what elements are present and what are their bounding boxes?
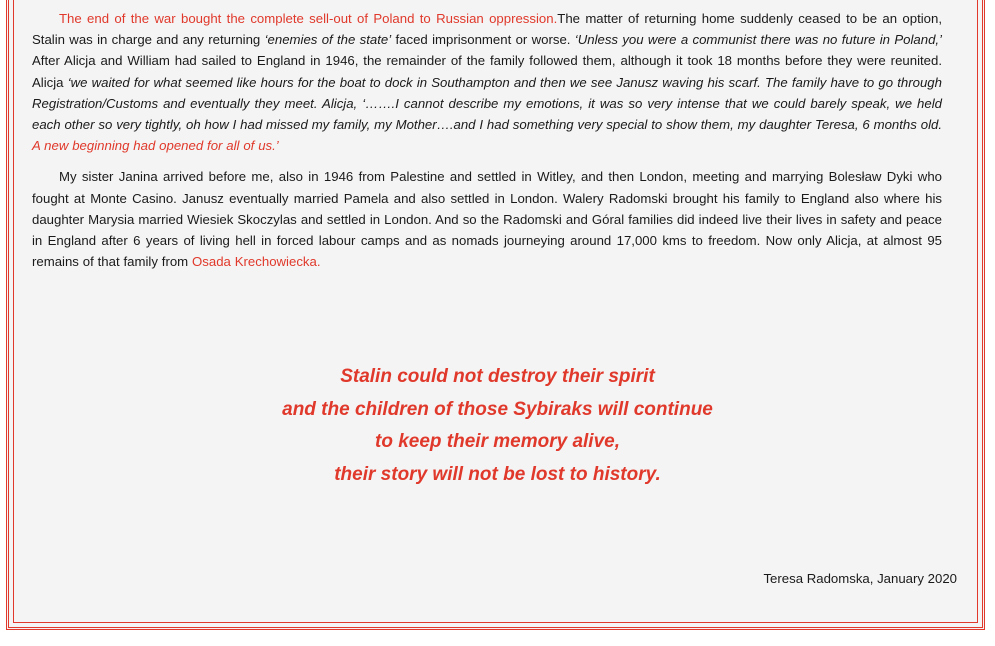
- quote-line-4: their story will not be lost to history.: [334, 463, 661, 485]
- document-body: [32, 8, 942, 272]
- text-segment: After Alicja and William had sailed to England in 1946, the remainder of the family followed them, although it took 18 months before they were reunited. Alicja: [32, 53, 942, 90]
- highlight-sell-out: The end of the war bought the complete sell-out of Poland to Russian oppression.: [59, 11, 558, 26]
- quote-enemies: ‘enemies of the state’: [264, 32, 392, 48]
- quote-line-3: to keep their memory alive,: [375, 431, 620, 452]
- text-segment: The matter of returning home suddenly ceased to be an option, Stalin was in charge and any returning: [32, 11, 943, 48]
- signature: Teresa Radomska, January 2020: [763, 571, 957, 586]
- text-segment: faced imprisonment or worse.: [391, 32, 575, 48]
- quote-line-1: Stalin could not destroy their spirit: [340, 366, 655, 387]
- closing-quote: [0, 361, 995, 491]
- text-segment: My sister Janina arrived before me, also in 1946 from Palestine and settled in Witley, and then London, meeting and marrying Bolesław Dyki who fought at Monte Casino. Janusz eventually married Pamela and also settled in London. Walery Radomski brought his family to England also where his daughter Marysia married Wiesiek Skoczylas and settled in London. And so the Radomski and Góral families did indeed live their lives in safety and peace in England after 6 years of living hell in forced labour camps and as nomads journeying around 17,000 kms to freedom. Now only Alicja, at almost 95 remains of that family from: [32, 169, 942, 270]
- highlight-osada: Osada Krechowiecka.: [192, 254, 321, 270]
- paragraph-family-settled: [32, 166, 942, 272]
- quote-alicja: ‘we waited for what seemed like hours for the boat to dock in Southampton and then we see Janusz waving his scarf. The family have to go through Registration/Customs and eventually they meet. Alicja, ‘…….I cannot describe my emotions, it was so very intense that we could barely speak, we held each other so very tightly, oh how I had missed my family, my Mother….and I had something very special to show them, my daughter Teresa, 6 months old.: [32, 74, 942, 133]
- paragraph-war-end: [32, 8, 942, 156]
- highlight-new-beginning: A new beginning had opened for all of us.’: [32, 138, 279, 154]
- quote-line-2: and the children of those Sybiraks will continue: [282, 398, 713, 420]
- quote-communist: ‘Unless you were a communist there was no future in Poland,’: [574, 32, 942, 48]
